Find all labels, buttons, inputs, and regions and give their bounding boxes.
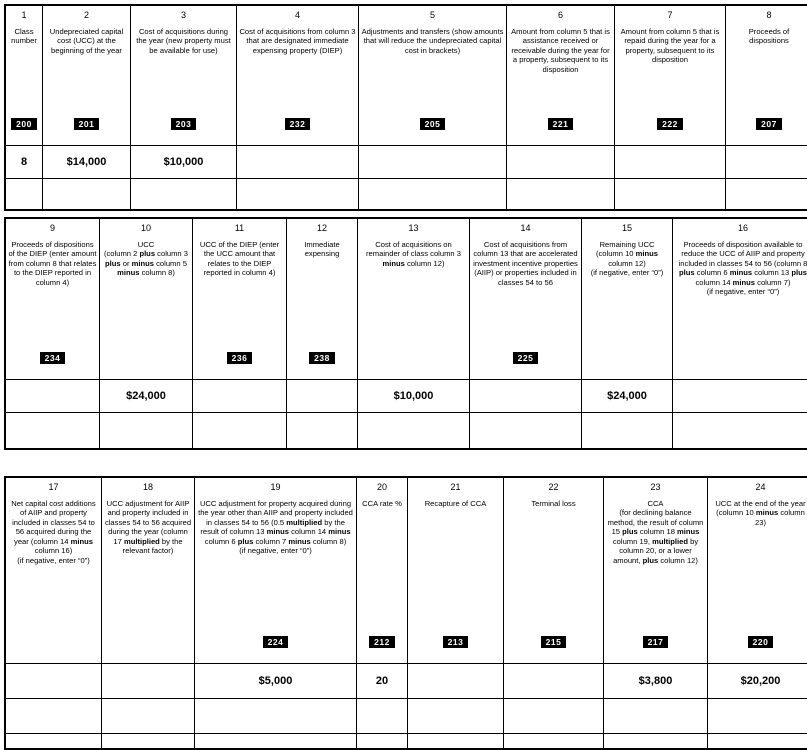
column-header-12: [287, 218, 358, 380]
column-label: UCC of the DIEP (enter the UCC amount that relates to the DIEP reported in column 4): [195, 240, 284, 278]
cell-col6-row2[interactable]: [507, 179, 615, 211]
column-number: 24: [710, 479, 807, 492]
column-header-9: [5, 218, 100, 380]
column-number: 11: [195, 220, 284, 233]
cca-table-columns-1-8: [4, 4, 807, 211]
column-header-18: [102, 477, 195, 664]
column-number: 9: [8, 220, 97, 233]
cell-col13-row2[interactable]: [358, 413, 470, 450]
field-code-badge-213: 213: [443, 636, 469, 648]
field-code-badge-222: 222: [657, 118, 683, 130]
column-code-row: [710, 632, 807, 650]
cell-col23-row1[interactable]: $3,800: [604, 664, 708, 699]
column-code-row: [361, 114, 504, 132]
column-code-row: [584, 353, 670, 366]
column-number: 13: [360, 220, 467, 233]
column-label: Amount from column 5 that is repaid during the year for a property, subsequent to its disposition: [617, 27, 723, 65]
column-header-15: [582, 218, 673, 380]
cell-col1-row2[interactable]: [5, 179, 43, 211]
field-code-badge-224: 224: [263, 636, 289, 648]
cell-col17-row3[interactable]: [5, 734, 102, 750]
column-code-row: [197, 632, 354, 650]
column-code-row: [617, 114, 723, 132]
cell-col21-row3[interactable]: [408, 734, 504, 750]
column-code-row: [506, 632, 601, 650]
table-row: [5, 734, 807, 750]
cell-col13-row1[interactable]: $10,000: [358, 380, 470, 413]
cell-col5-row1[interactable]: [359, 146, 507, 179]
column-label: Class number: [8, 27, 40, 46]
table-row: [5, 179, 807, 211]
cell-col3-row1[interactable]: $10,000: [131, 146, 237, 179]
column-number: 10: [102, 220, 190, 233]
column-label: Adjustments and transfers (show amounts that will reduce the undepreciated capital cost in brackets): [361, 27, 504, 55]
cca-table-columns-9-16: [4, 217, 807, 450]
field-code-badge-217: 217: [643, 636, 669, 648]
column-header-8: [726, 5, 807, 146]
cell-col22-row3[interactable]: [504, 734, 604, 750]
cell-col24-row3[interactable]: [708, 734, 807, 750]
cell-col2-row2[interactable]: [43, 179, 131, 211]
cell-col22-row2[interactable]: [504, 699, 604, 734]
column-header-4: [237, 5, 359, 146]
cell-col3-row2[interactable]: [131, 179, 237, 211]
cell-col19-row1[interactable]: $5,000: [195, 664, 357, 699]
cell-col9-row1[interactable]: [5, 380, 100, 413]
column-header-2: [43, 5, 131, 146]
column-header-6: [507, 5, 615, 146]
cell-col20-row3[interactable]: [357, 734, 408, 750]
cell-col11-row2[interactable]: [193, 413, 287, 450]
column-label: CCA rate %: [359, 499, 405, 508]
column-header-13: [358, 218, 470, 380]
column-label: Proceeds of dispositions of the DIEP (enter amount from column 8 that relates to the DIEP reported in column 4): [8, 240, 97, 287]
header-row: [5, 5, 807, 146]
column-number: 18: [104, 479, 192, 492]
field-code-badge-234: 234: [40, 352, 66, 364]
field-code-badge-221: 221: [548, 118, 574, 130]
field-code-badge-205: 205: [420, 118, 446, 130]
cell-col1-row1[interactable]: 8: [5, 146, 43, 179]
column-number: 8: [728, 7, 807, 20]
field-code-badge-220: 220: [748, 636, 774, 648]
column-header-23: [604, 477, 708, 664]
column-number: 4: [239, 7, 356, 20]
column-label: Cost of acquisitions during the year (new property must be available for use): [133, 27, 234, 55]
column-number: 23: [606, 479, 705, 492]
column-code-row: [360, 353, 467, 366]
header-row: [5, 477, 807, 664]
column-code-row: [8, 114, 40, 132]
column-header-20: [357, 477, 408, 664]
cell-col18-row1[interactable]: [102, 664, 195, 699]
column-label: UCC adjustment for property acquired during the year other than AIIP and property included in classes 54 to 56 (0.5 multiplied by the result of column 13 minus column 14 minus column 6 plus column 7 minus column 8) (if negative, enter “0”): [197, 499, 354, 556]
column-code-row: [675, 353, 807, 366]
column-number: 15: [584, 220, 670, 233]
field-code-badge-201: 201: [74, 118, 100, 130]
cell-col7-row2[interactable]: [615, 179, 726, 211]
field-code-badge-232: 232: [285, 118, 311, 130]
cell-col20-row1[interactable]: 20: [357, 664, 408, 699]
column-number: 7: [617, 7, 723, 20]
column-code-row: [509, 114, 612, 132]
cell-col16-row1[interactable]: [673, 380, 807, 413]
column-number: 21: [410, 479, 501, 492]
field-code-badge-236: 236: [227, 352, 253, 364]
column-number: 14: [472, 220, 579, 233]
cell-col16-row2[interactable]: [673, 413, 807, 450]
column-header-24: [708, 477, 807, 664]
field-code-badge-200: 200: [11, 118, 37, 130]
column-code-row: [104, 637, 192, 650]
cell-col15-row1[interactable]: $24,000: [582, 380, 673, 413]
column-number: 5: [361, 7, 504, 20]
column-code-row: [289, 348, 355, 366]
column-number: 3: [133, 7, 234, 20]
cell-col24-row2[interactable]: [708, 699, 807, 734]
column-number: 2: [45, 7, 128, 20]
cell-col10-row1[interactable]: $24,000: [100, 380, 193, 413]
column-code-row: [8, 637, 99, 650]
cell-col23-row2[interactable]: [604, 699, 708, 734]
cell-col7-row1[interactable]: [615, 146, 726, 179]
column-header-19: [195, 477, 357, 664]
cell-col2-row1[interactable]: $14,000: [43, 146, 131, 179]
column-label: UCC adjustment for AIIP and property included in classes 54 to 56 acquired during the year (column 17 multiplied by the relevant factor): [104, 499, 192, 556]
cell-col10-row2[interactable]: [100, 413, 193, 450]
column-label: UCC at the end of the year (column 10 minus column 23): [710, 499, 807, 527]
column-number: 20: [359, 479, 405, 492]
column-header-22: [504, 477, 604, 664]
cca-schedule-page: [0, 4, 807, 750]
cell-col17-row1[interactable]: [5, 664, 102, 699]
column-label: CCA (for declining balance method, the result of column 15 plus column 18 minus column 19, multiplied by column 20, or a lower amount, plus column 12): [606, 499, 705, 565]
cell-col5-row2[interactable]: [359, 179, 507, 211]
cell-col20-row2[interactable]: [357, 699, 408, 734]
column-label: Proceeds of dispositions: [728, 27, 807, 46]
header-row: [5, 218, 807, 380]
cell-col21-row1[interactable]: [408, 664, 504, 699]
column-label: Amount from column 5 that is assistance received or receivable during the year for a property, subsequent to its disposition: [509, 27, 612, 74]
column-label: Proceeds of disposition available to reduce the UCC of AIIP and property included in classes 54 to 56 (column 8 plus column 6 minus column 13 plus column 14 minus column 7) (if negative, enter “0”): [675, 240, 807, 297]
column-header-7: [615, 5, 726, 146]
column-label: Immediate expensing: [289, 240, 355, 259]
column-label: Cost of acquisitions from column 3 that are designated immediate expensing property (DIEP): [239, 27, 356, 55]
cell-col4-row2[interactable]: [237, 179, 359, 211]
column-code-row: [8, 348, 97, 366]
cell-col24-row1[interactable]: $20,200: [708, 664, 807, 699]
cell-col12-row2[interactable]: [287, 413, 358, 450]
column-code-row: [472, 348, 579, 366]
cell-col12-row1[interactable]: [287, 380, 358, 413]
column-header-5: [359, 5, 507, 146]
cell-col22-row1[interactable]: [504, 664, 604, 699]
column-number: 6: [509, 7, 612, 20]
column-label: Cost of acquisitions on remainder of class column 3 minus column 12): [360, 240, 467, 268]
column-code-row: [359, 632, 405, 650]
column-header-3: [131, 5, 237, 146]
cell-col21-row2[interactable]: [408, 699, 504, 734]
column-header-11: [193, 218, 287, 380]
column-number: 17: [8, 479, 99, 492]
field-code-badge-203: 203: [171, 118, 197, 130]
field-code-badge-238: 238: [309, 352, 335, 364]
cell-col14-row1[interactable]: [470, 380, 582, 413]
cell-col4-row1[interactable]: [237, 146, 359, 179]
column-code-row: [133, 114, 234, 132]
cell-col11-row1[interactable]: [193, 380, 287, 413]
column-code-row: [728, 114, 807, 132]
column-header-1: [5, 5, 43, 146]
column-header-21: [408, 477, 504, 664]
column-code-row: [195, 348, 284, 366]
column-code-row: [606, 632, 705, 650]
column-code-row: [410, 632, 501, 650]
cell-col23-row3[interactable]: [604, 734, 708, 750]
column-label: Remaining UCC (column 10 minus column 12) (if negative, enter “0”): [584, 240, 670, 278]
column-number: 16: [675, 220, 807, 233]
cell-col8-row2[interactable]: [726, 179, 807, 211]
column-number: 22: [506, 479, 601, 492]
cell-col8-row1[interactable]: [726, 146, 807, 179]
column-label: Undepreciated capital cost (UCC) at the beginning of the year: [45, 27, 128, 55]
field-code-badge-215: 215: [541, 636, 567, 648]
table-row: [5, 413, 807, 450]
column-label: Net capital cost additions of AIIP and property included in classes 54 to 56 acquired during the year (column 14 minus column 16) (if negative, enter “0”): [8, 499, 99, 565]
column-number: 12: [289, 220, 355, 233]
cell-col15-row2[interactable]: [582, 413, 673, 450]
table-row: [5, 699, 807, 734]
column-label: Recapture of CCA: [410, 499, 501, 508]
table-row: [5, 380, 807, 413]
column-number: 1: [8, 7, 40, 20]
cell-col14-row2[interactable]: [470, 413, 582, 450]
cell-col18-row2[interactable]: [102, 699, 195, 734]
field-code-badge-207: 207: [756, 118, 782, 130]
cell-col19-row2[interactable]: [195, 699, 357, 734]
field-code-badge-225: 225: [513, 352, 539, 364]
column-label: Cost of acquisitions from column 13 that are accelerated investment incentive properties (AIIP) or properties included in classes 54 to 56: [472, 240, 579, 287]
column-code-row: [45, 114, 128, 132]
column-number: 19: [197, 479, 354, 492]
cell-col18-row3[interactable]: [102, 734, 195, 750]
column-code-row: [239, 114, 356, 132]
table-row: [5, 146, 807, 179]
cell-col19-row3[interactable]: [195, 734, 357, 750]
column-header-10: [100, 218, 193, 380]
column-label: UCC (column 2 plus column 3 plus or minus column 5 minus column 8): [102, 240, 190, 278]
table-row: [5, 664, 807, 699]
column-label: Terminal loss: [506, 499, 601, 508]
column-code-row: [102, 353, 190, 366]
field-code-badge-212: 212: [369, 636, 395, 648]
column-header-16: [673, 218, 807, 380]
cell-col9-row2[interactable]: [5, 413, 100, 450]
cell-col17-row2[interactable]: [5, 699, 102, 734]
cell-col6-row1[interactable]: [507, 146, 615, 179]
cca-table-columns-17-24: [4, 476, 807, 750]
column-header-17: [5, 477, 102, 664]
column-header-14: [470, 218, 582, 380]
